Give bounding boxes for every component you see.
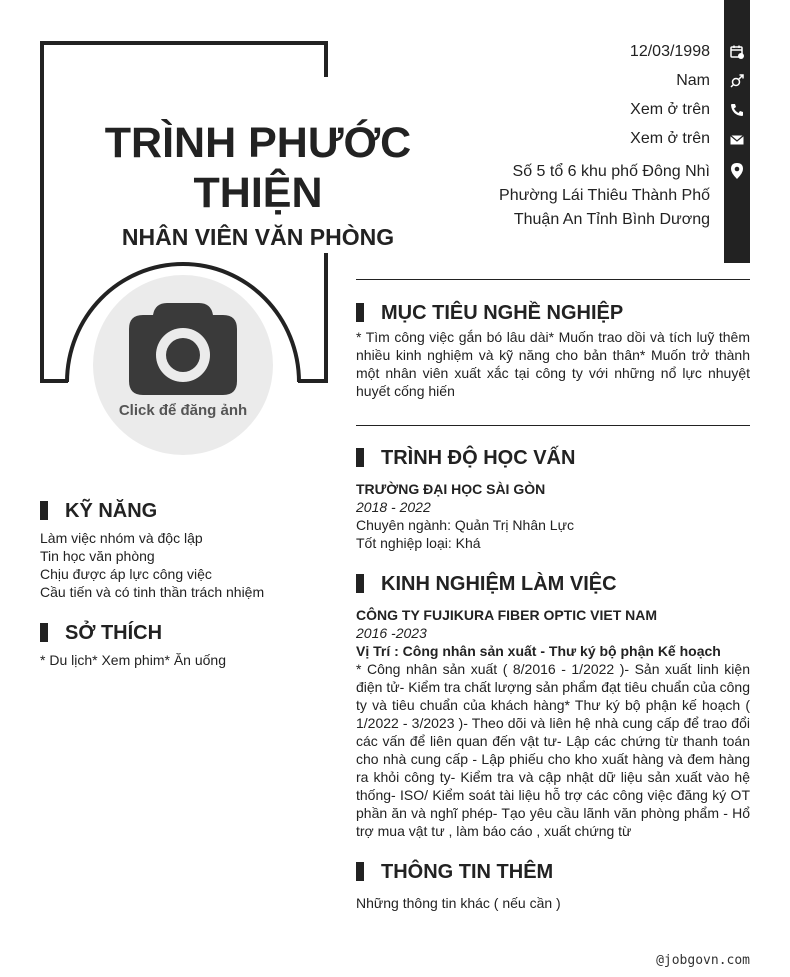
divider-objective	[356, 279, 750, 280]
experience-period: 2016 -2023	[356, 625, 427, 641]
experience-description: * Công nhân sản xuất ( 8/2016 - 1/2022 )- Sản xuất linh kiện điện tử- Kiểm tra chất lượng sản phẩm đạt tiêu chuẩn của công ty và tiêu chuẩn của khách hàng* Thư ký bộ phận kế hoạch ( 1/2022 - 3/2023 )- Theo dõi và liên hệ nhà cung cấp để trao đổi các vấn để liên quan đến vật tư- Lập các chứng từ thanh toán cho nhà cung cấp - Lập phiếu cho kho xuất hàng và đem hàng ra khỏi công ty- Kiểm tra và cập nhật dữ liệu sản xuất vào hệ thống- ISO/ Kiểm soát tài liệu hỗ trợ các công việc đăng ký OT phần ăn và nghĩ phép- Tạo yêu cầu lãnh văn phòng phẩm - Hổ trợ mua vật tư , làm báo cáo , xuất chứng từ	[356, 661, 750, 839]
photo-caption[interactable]: Click để đăng ảnh	[118, 402, 248, 419]
skills-list	[40, 529, 340, 601]
education-school: TRƯỜNG ĐẠI HỌC SÀI GÒN	[356, 481, 546, 497]
heading-marker	[356, 448, 364, 467]
education-major: Chuyên ngành: Quản Trị Nhân Lực	[356, 517, 574, 533]
skills-heading	[40, 500, 157, 523]
address-line-3: Thuận An Tỉnh Bình Dương	[513, 211, 710, 228]
photo-upload[interactable]	[93, 275, 273, 455]
skill-item: Làm việc nhóm và độc lập	[40, 530, 203, 546]
heading-marker	[40, 501, 48, 520]
email-icon	[729, 132, 745, 148]
birthday-text: 12/03/1998	[629, 43, 710, 60]
objective-title: MỤC TIÊU NGHỀ NGHIỆP	[381, 302, 624, 324]
heading-marker	[356, 574, 364, 593]
additional-heading	[356, 861, 553, 884]
candidate-position: NHÂN VIÊN VĂN PHÒNG	[121, 224, 395, 250]
candidate-name: TRÌNH PHƯỚC THIỆN	[104, 119, 412, 217]
education-period: 2018 - 2022	[356, 499, 431, 515]
additional-text: Những thông tin khác ( nếu cần )	[356, 895, 561, 911]
additional-title: THÔNG TIN THÊM	[381, 861, 554, 883]
phone-text: Xem ở trên	[630, 101, 710, 118]
skill-item: Chịu được áp lực công việc	[40, 566, 212, 582]
header-frame-top	[40, 41, 328, 45]
header-frame-bottom-left	[40, 379, 68, 383]
calendar-icon	[729, 44, 745, 60]
header-frame-left	[40, 41, 44, 383]
experience-title: KINH NGHIỆM LÀM VIỆC	[381, 573, 617, 595]
header-frame-right-top	[324, 41, 328, 77]
hobbies-text: * Du lịch* Xem phim* Ăn uống	[40, 652, 226, 668]
heading-marker	[356, 862, 364, 881]
address-line-1: Số 5 tổ 6 khu phố Đông Nhì	[512, 163, 710, 180]
hobbies-heading	[40, 622, 162, 645]
experience-company: CÔNG TY FUJIKURA FIBER OPTIC VIET NAM	[356, 607, 658, 623]
location-icon	[729, 162, 745, 180]
education-title: TRÌNH ĐỘ HỌC VẤN	[381, 447, 576, 469]
objective-text: * Tìm công việc gắn bó lâu dài* Muốn trao dồi và tích luỹ thêm nhiều kinh nghiệm và kỹ năng cho bản thân* Muốn trở thành một nhân viên xuất xắc tại công ty với những nổ lực nhuyệt huyết cống hiến	[356, 329, 750, 399]
email-text: Xem ở trên	[630, 130, 710, 147]
header-frame-bottom-right	[298, 379, 328, 383]
experience-position: Vị Trí : Công nhân sản xuất - Thư ký bộ phận Kế hoạch	[356, 643, 721, 659]
skills-title: KỸ NĂNG	[65, 500, 158, 522]
skill-item: Cầu tiến và có tinh thần trách nhiệm	[40, 584, 265, 600]
address-line-2: Phường Lái Thiêu Thành Phố	[499, 187, 710, 204]
header-frame-right-bottom	[324, 253, 328, 383]
skill-item: Tin học văn phòng	[40, 548, 155, 564]
gender-icon	[729, 73, 745, 89]
experience-heading	[356, 573, 617, 596]
objective-heading	[356, 302, 623, 325]
education-heading	[356, 447, 575, 470]
gender-text: Nam	[676, 72, 710, 89]
heading-marker	[356, 303, 364, 322]
phone-icon	[729, 102, 745, 118]
education-grade: Tốt nghiệp loại: Khá	[356, 535, 481, 551]
hobbies-title: SỞ THÍCH	[65, 622, 163, 644]
heading-marker	[40, 623, 48, 642]
contact-info	[450, 42, 710, 232]
watermark: @jobgovn.com	[656, 953, 750, 968]
divider-education	[356, 425, 750, 426]
camera-icon	[93, 275, 273, 455]
